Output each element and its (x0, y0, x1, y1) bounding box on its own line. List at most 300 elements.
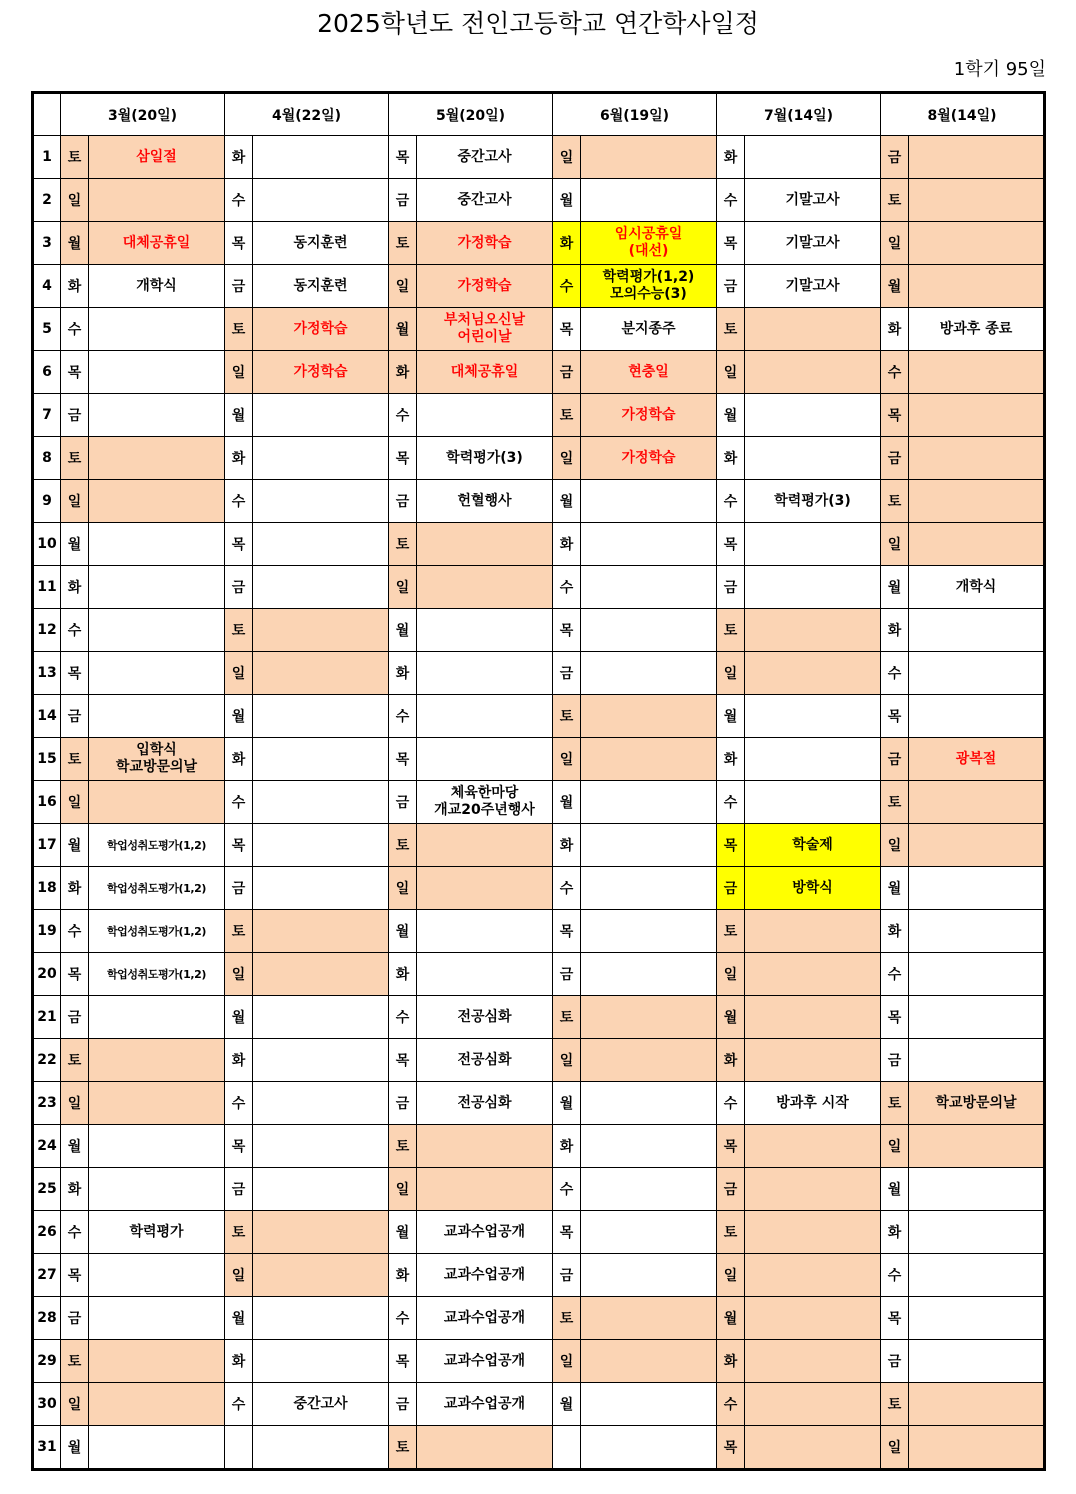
event-cell: 중간고사 (417, 179, 553, 222)
event-cell (581, 1426, 717, 1470)
event-cell (89, 179, 225, 222)
event-cell (253, 609, 389, 652)
event-cell (253, 953, 389, 996)
day-number: 20 (33, 953, 61, 996)
event-cell (89, 1254, 225, 1297)
event-cell: 중간고사 (253, 1383, 389, 1426)
event-cell (253, 480, 389, 523)
event-cell: 학업성취도평가(1,2) (89, 824, 225, 867)
event-cell (909, 781, 1045, 824)
event-cell (745, 953, 881, 996)
day-number: 5 (33, 308, 61, 351)
month-header-row (33, 93, 1045, 136)
event-cell (417, 910, 553, 953)
weekday-cell: 월 (389, 609, 417, 652)
weekday-cell: 일 (389, 867, 417, 910)
day-number: 17 (33, 824, 61, 867)
event-cell: 가정학습 (581, 394, 717, 437)
event-cell (89, 996, 225, 1039)
event-cell (89, 308, 225, 351)
day-number: 22 (33, 1039, 61, 1082)
weekday-cell: 목 (61, 953, 89, 996)
weekday-cell: 화 (225, 136, 253, 179)
weekday-cell: 목 (389, 437, 417, 480)
weekday-cell: 수 (881, 351, 909, 394)
weekday-cell: 수 (389, 1297, 417, 1340)
weekday-cell: 일 (553, 738, 581, 781)
day-number: 29 (33, 1340, 61, 1383)
weekday-cell: 토 (61, 738, 89, 781)
weekday-cell: 월 (881, 1168, 909, 1211)
event-cell (417, 394, 553, 437)
weekday-cell: 화 (717, 437, 745, 480)
weekday-cell: 수 (225, 1082, 253, 1125)
table-row (33, 695, 1045, 738)
weekday-cell: 월 (717, 695, 745, 738)
day-number: 4 (33, 265, 61, 308)
event-cell: 현충일 (581, 351, 717, 394)
day-number: 12 (33, 609, 61, 652)
table-row (33, 1297, 1045, 1340)
day-number: 13 (33, 652, 61, 695)
event-cell (89, 1168, 225, 1211)
event-cell (89, 781, 225, 824)
event-cell (417, 824, 553, 867)
weekday-cell: 화 (389, 351, 417, 394)
weekday-cell: 수 (717, 1383, 745, 1426)
weekday-cell: 월 (225, 1297, 253, 1340)
weekday-cell: 수 (717, 179, 745, 222)
table-row (33, 1383, 1045, 1426)
event-cell (745, 136, 881, 179)
weekday-cell: 목 (717, 523, 745, 566)
event-cell (909, 437, 1045, 480)
event-cell: 방과후 시작 (745, 1082, 881, 1125)
weekday-cell: 토 (225, 1211, 253, 1254)
event-cell: 학업성취도평가(1,2) (89, 953, 225, 996)
table-row (33, 523, 1045, 566)
table-row (33, 996, 1045, 1039)
event-cell (89, 695, 225, 738)
weekday-cell: 일 (225, 652, 253, 695)
event-cell (909, 1125, 1045, 1168)
weekday-cell: 일 (717, 1254, 745, 1297)
event-cell (89, 480, 225, 523)
weekday-cell: 목 (717, 824, 745, 867)
table-row (33, 222, 1045, 265)
weekday-cell: 화 (61, 265, 89, 308)
event-cell: 가정학습 (253, 351, 389, 394)
event-cell (253, 695, 389, 738)
event-cell (89, 523, 225, 566)
weekday-cell: 월 (61, 523, 89, 566)
weekday-cell: 수 (61, 308, 89, 351)
event-cell: 교과수업공개 (417, 1297, 553, 1340)
event-cell (745, 1125, 881, 1168)
table-row (33, 1039, 1045, 1082)
weekday-cell: 목 (717, 1125, 745, 1168)
weekday-cell: 일 (881, 523, 909, 566)
event-cell: 헌혈행사 (417, 480, 553, 523)
weekday-cell: 월 (61, 1125, 89, 1168)
day-number: 16 (33, 781, 61, 824)
weekday-cell: 토 (881, 1082, 909, 1125)
weekday-cell: 금 (553, 652, 581, 695)
weekday-cell: 수 (61, 1211, 89, 1254)
event-cell (581, 179, 717, 222)
weekday-cell: 수 (225, 480, 253, 523)
weekday-cell: 금 (61, 394, 89, 437)
event-cell (581, 953, 717, 996)
event-cell (253, 136, 389, 179)
event-cell (909, 910, 1045, 953)
event-cell (745, 1383, 881, 1426)
table-row (33, 738, 1045, 781)
weekday-cell: 일 (225, 351, 253, 394)
table-row (33, 351, 1045, 394)
weekday-cell: 수 (717, 781, 745, 824)
event-cell (253, 1039, 389, 1082)
weekday-cell: 월 (717, 394, 745, 437)
event-cell (89, 609, 225, 652)
event-cell: 학력평가(3) (745, 480, 881, 523)
event-cell: 기말고사 (745, 265, 881, 308)
weekday-cell: 일 (61, 781, 89, 824)
weekday-cell: 월 (717, 1297, 745, 1340)
event-cell: 체육한마당 개교20주년행사 (417, 781, 553, 824)
page-title: 2025학년도 전인고등학교 연간학사일정 (317, 9, 759, 38)
month-header: 5월(20일) (389, 93, 553, 136)
table-row (33, 1082, 1045, 1125)
event-cell (745, 523, 881, 566)
weekday-cell: 수 (881, 953, 909, 996)
weekday-cell: 수 (389, 996, 417, 1039)
table-row (33, 1211, 1045, 1254)
event-cell (253, 437, 389, 480)
table-row (33, 1125, 1045, 1168)
day-number: 11 (33, 566, 61, 609)
weekday-cell: 월 (553, 1383, 581, 1426)
event-cell (745, 1426, 881, 1470)
event-cell (253, 1211, 389, 1254)
weekday-cell: 토 (553, 394, 581, 437)
weekday-cell: 일 (553, 437, 581, 480)
event-cell (745, 695, 881, 738)
event-cell (89, 437, 225, 480)
event-cell: 학술제 (745, 824, 881, 867)
weekday-cell: 월 (553, 480, 581, 523)
event-cell: 교과수업공개 (417, 1383, 553, 1426)
event-cell (417, 652, 553, 695)
weekday-cell: 금 (717, 1168, 745, 1211)
weekday-cell: 화 (389, 1254, 417, 1297)
weekday-cell: 화 (225, 1039, 253, 1082)
table-row (33, 1340, 1045, 1383)
day-number: 6 (33, 351, 61, 394)
event-cell: 가정학습 (581, 437, 717, 480)
weekday-cell: 화 (881, 308, 909, 351)
event-cell (745, 566, 881, 609)
event-cell: 교과수업공개 (417, 1254, 553, 1297)
weekday-cell: 목 (225, 222, 253, 265)
weekday-cell: 목 (225, 1125, 253, 1168)
event-cell (253, 179, 389, 222)
event-cell (89, 1082, 225, 1125)
table-row (33, 480, 1045, 523)
event-cell: 교과수업공개 (417, 1211, 553, 1254)
event-cell (745, 738, 881, 781)
event-cell (745, 1039, 881, 1082)
event-cell: 가정학습 (253, 308, 389, 351)
event-cell (417, 566, 553, 609)
event-cell: 방학식 (745, 867, 881, 910)
weekday-cell: 토 (553, 695, 581, 738)
event-cell (417, 695, 553, 738)
day-number: 10 (33, 523, 61, 566)
event-cell (581, 996, 717, 1039)
event-cell (909, 1297, 1045, 1340)
day-number: 3 (33, 222, 61, 265)
month-header: 8월(14일) (881, 93, 1045, 136)
event-cell (745, 351, 881, 394)
weekday-cell: 화 (225, 738, 253, 781)
weekday-cell: 목 (389, 1340, 417, 1383)
weekday-cell: 목 (553, 1211, 581, 1254)
table-row (33, 179, 1045, 222)
weekday-cell: 월 (61, 824, 89, 867)
weekday-cell: 목 (61, 652, 89, 695)
event-cell (909, 351, 1045, 394)
weekday-cell: 토 (389, 1426, 417, 1470)
event-cell (581, 867, 717, 910)
day-number: 1 (33, 136, 61, 179)
event-cell: 기말고사 (745, 179, 881, 222)
event-cell (909, 695, 1045, 738)
event-cell (581, 1340, 717, 1383)
weekday-cell: 토 (389, 824, 417, 867)
weekday-cell: 토 (61, 1340, 89, 1383)
weekday-cell: 일 (553, 136, 581, 179)
month-header: 7월(14일) (717, 93, 881, 136)
day-number: 31 (33, 1426, 61, 1470)
event-cell: 개학식 (909, 566, 1045, 609)
weekday-cell: 수 (881, 1254, 909, 1297)
weekday-cell: 토 (61, 437, 89, 480)
weekday-cell: 화 (553, 222, 581, 265)
weekday-cell: 금 (881, 1039, 909, 1082)
weekday-cell: 일 (553, 1039, 581, 1082)
weekday-cell: 토 (61, 136, 89, 179)
event-cell: 학력평가(1,2) 모의수능(3) (581, 265, 717, 308)
weekday-cell: 수 (389, 394, 417, 437)
table-row (33, 265, 1045, 308)
event-cell (581, 824, 717, 867)
weekday-cell: 수 (553, 1168, 581, 1211)
weekday-cell: 금 (225, 566, 253, 609)
weekday-cell: 월 (881, 867, 909, 910)
day-number: 2 (33, 179, 61, 222)
event-cell (89, 566, 225, 609)
weekday-cell: 화 (717, 738, 745, 781)
weekday-cell: 토 (881, 179, 909, 222)
event-cell (253, 566, 389, 609)
month-header: 4월(22일) (225, 93, 389, 136)
event-cell (909, 136, 1045, 179)
event-cell (581, 1254, 717, 1297)
event-cell (253, 1426, 389, 1470)
event-cell: 학업성취도평가(1,2) (89, 910, 225, 953)
day-number: 18 (33, 867, 61, 910)
event-cell (417, 1168, 553, 1211)
event-cell (909, 222, 1045, 265)
event-cell (581, 738, 717, 781)
weekday-cell: 화 (717, 1039, 745, 1082)
event-cell (909, 1426, 1045, 1470)
event-cell (253, 910, 389, 953)
table-row (33, 394, 1045, 437)
event-cell (581, 609, 717, 652)
weekday-cell: 금 (225, 867, 253, 910)
table-row (33, 824, 1045, 867)
event-cell (253, 781, 389, 824)
semester-day-count: 1학기 95일 (953, 59, 1046, 80)
event-cell (89, 1383, 225, 1426)
table-row (33, 781, 1045, 824)
weekday-cell: 금 (881, 437, 909, 480)
table-row (33, 437, 1045, 480)
event-cell (89, 1039, 225, 1082)
weekday-cell: 금 (61, 1297, 89, 1340)
event-cell (909, 1340, 1045, 1383)
weekday-cell: 수 (717, 480, 745, 523)
weekday-cell: 화 (717, 1340, 745, 1383)
day-number: 28 (33, 1297, 61, 1340)
table-row (33, 910, 1045, 953)
day-number: 30 (33, 1383, 61, 1426)
weekday-cell: 목 (389, 136, 417, 179)
weekday-cell: 목 (717, 222, 745, 265)
day-number: 26 (33, 1211, 61, 1254)
weekday-cell: 수 (225, 781, 253, 824)
event-cell (253, 1082, 389, 1125)
weekday-cell: 수 (225, 179, 253, 222)
day-number: 25 (33, 1168, 61, 1211)
weekday-cell: 일 (881, 824, 909, 867)
weekday-cell: 금 (389, 179, 417, 222)
weekday-cell: 금 (225, 1168, 253, 1211)
event-cell (253, 824, 389, 867)
weekday-cell: 토 (881, 480, 909, 523)
table-row (33, 136, 1045, 179)
weekday-cell: 금 (553, 1254, 581, 1297)
event-cell (89, 652, 225, 695)
event-cell: 전공심화 (417, 1039, 553, 1082)
weekday-cell: 일 (61, 480, 89, 523)
weekday-cell: 토 (389, 222, 417, 265)
weekday-cell: 금 (881, 136, 909, 179)
weekday-cell: 토 (61, 1039, 89, 1082)
weekday-cell: 월 (389, 308, 417, 351)
weekday-cell: 금 (389, 1082, 417, 1125)
table-row (33, 1254, 1045, 1297)
weekday-cell: 일 (61, 1383, 89, 1426)
event-cell (909, 652, 1045, 695)
event-cell (909, 1383, 1045, 1426)
event-cell (581, 781, 717, 824)
weekday-cell: 월 (225, 996, 253, 1039)
weekday-cell: 토 (553, 1297, 581, 1340)
event-cell (581, 1383, 717, 1426)
day-number: 14 (33, 695, 61, 738)
event-cell (581, 652, 717, 695)
weekday-cell: 토 (717, 308, 745, 351)
weekday-cell: 일 (717, 351, 745, 394)
event-cell: 학업성취도평가(1,2) (89, 867, 225, 910)
weekday-cell: 목 (389, 738, 417, 781)
event-cell (581, 1168, 717, 1211)
weekday-cell: 금 (717, 265, 745, 308)
event-cell (909, 867, 1045, 910)
weekday-cell: 화 (881, 910, 909, 953)
weekday-cell: 토 (881, 781, 909, 824)
weekday-cell: 목 (881, 394, 909, 437)
event-cell (89, 394, 225, 437)
weekday-cell: 금 (389, 480, 417, 523)
weekday-cell: 일 (881, 1426, 909, 1470)
day-number: 7 (33, 394, 61, 437)
event-cell: 입학식 학교방문의날 (89, 738, 225, 781)
weekday-cell: 수 (389, 695, 417, 738)
event-cell (253, 738, 389, 781)
weekday-cell: 금 (61, 996, 89, 1039)
weekday-cell: 일 (225, 953, 253, 996)
event-cell (253, 652, 389, 695)
event-cell (89, 1340, 225, 1383)
event-cell (745, 394, 881, 437)
event-cell (253, 394, 389, 437)
event-cell (745, 1168, 881, 1211)
weekday-cell: 토 (717, 910, 745, 953)
weekday-cell: 화 (61, 1168, 89, 1211)
weekday-cell (553, 1426, 581, 1470)
day-number: 9 (33, 480, 61, 523)
weekday-cell: 목 (553, 609, 581, 652)
weekday-cell: 수 (553, 867, 581, 910)
weekday-cell: 토 (717, 1211, 745, 1254)
event-cell: 임시공휴일 (대선) (581, 222, 717, 265)
weekday-cell: 금 (881, 1340, 909, 1383)
event-cell: 가정학습 (417, 222, 553, 265)
weekday-cell: 일 (225, 1254, 253, 1297)
weekday-cell: 토 (389, 1125, 417, 1168)
weekday-cell: 금 (717, 566, 745, 609)
event-cell (581, 566, 717, 609)
weekday-cell: 토 (717, 609, 745, 652)
event-cell (253, 1340, 389, 1383)
event-cell: 광복절 (909, 738, 1045, 781)
weekday-cell: 금 (717, 867, 745, 910)
event-cell (909, 265, 1045, 308)
weekday-cell: 화 (553, 824, 581, 867)
event-cell (581, 1039, 717, 1082)
event-cell: 중간고사 (417, 136, 553, 179)
event-cell (417, 953, 553, 996)
event-cell (909, 394, 1045, 437)
weekday-cell: 일 (881, 1125, 909, 1168)
event-cell (909, 996, 1045, 1039)
day-number: 15 (33, 738, 61, 781)
weekday-cell: 월 (553, 781, 581, 824)
